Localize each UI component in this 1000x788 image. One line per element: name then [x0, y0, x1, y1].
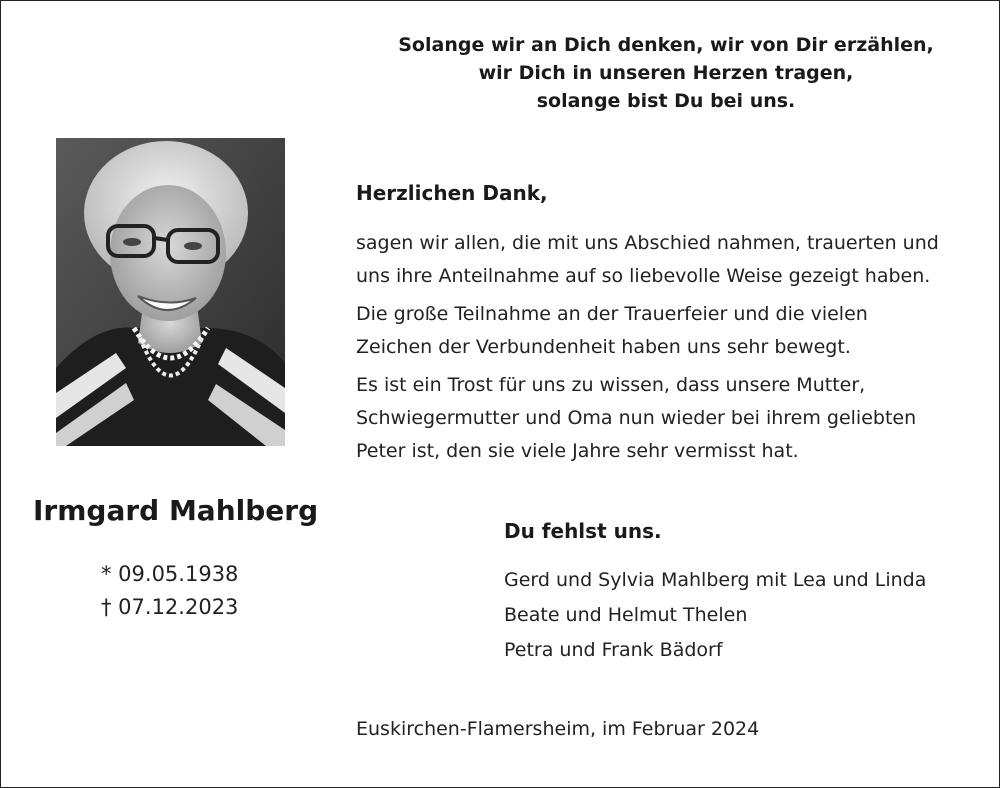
motto-line: solange bist Du bei uns. [536, 90, 796, 112]
death-date: † 07.12.2023 [101, 595, 239, 619]
portrait-photo [56, 138, 285, 446]
motto-line: Solange wir an Dich denken, wir von Dir erzählen, [398, 34, 934, 56]
thanks-heading: Herzlichen Dank, [356, 181, 548, 205]
family-list [504, 563, 926, 668]
thanks-paragraph [356, 298, 981, 364]
paragraph-line: Es ist ein Trost für uns zu wissen, dass unsere Mutter, [356, 374, 866, 396]
paragraph-line: uns ihre Anteilnahme auf so liebevolle Weise gezeigt haben. [356, 265, 931, 287]
deceased-name: Irmgard Mahlberg [33, 494, 319, 527]
paragraph-line: Die große Teilnahme an der Trauerfeier und die vielen [356, 303, 868, 325]
paragraph-line: Peter ist, den sie viele Jahre sehr vermisst hat. [356, 440, 799, 462]
family-member: Petra und Frank Bädorf [504, 639, 723, 661]
birth-date: * 09.05.1938 [101, 562, 239, 586]
thanks-paragraph [356, 369, 981, 468]
family-heading: Du fehlst uns. [504, 519, 662, 543]
paragraph-line: Schwiegermutter und Oma nun wieder bei ihrem geliebten [356, 407, 917, 429]
motto-line: wir Dich in unseren Herzen tragen, [478, 62, 854, 84]
paragraph-line: sagen wir allen, die mit uns Abschied nahmen, trauerten und [356, 232, 939, 254]
portrait-photo-drawing [56, 138, 285, 446]
place-date: Euskirchen-Flamersheim, im Februar 2024 [356, 718, 760, 740]
life-dates [101, 558, 238, 624]
family-member: Beate und Helmut Thelen [504, 604, 748, 626]
paragraph-line: Zeichen der Verbundenheit haben uns sehr bewegt. [356, 336, 851, 358]
thanks-paragraph [356, 227, 981, 293]
motto [331, 31, 1000, 115]
family-member: Gerd und Sylvia Mahlberg mit Lea und Linda [504, 569, 927, 591]
